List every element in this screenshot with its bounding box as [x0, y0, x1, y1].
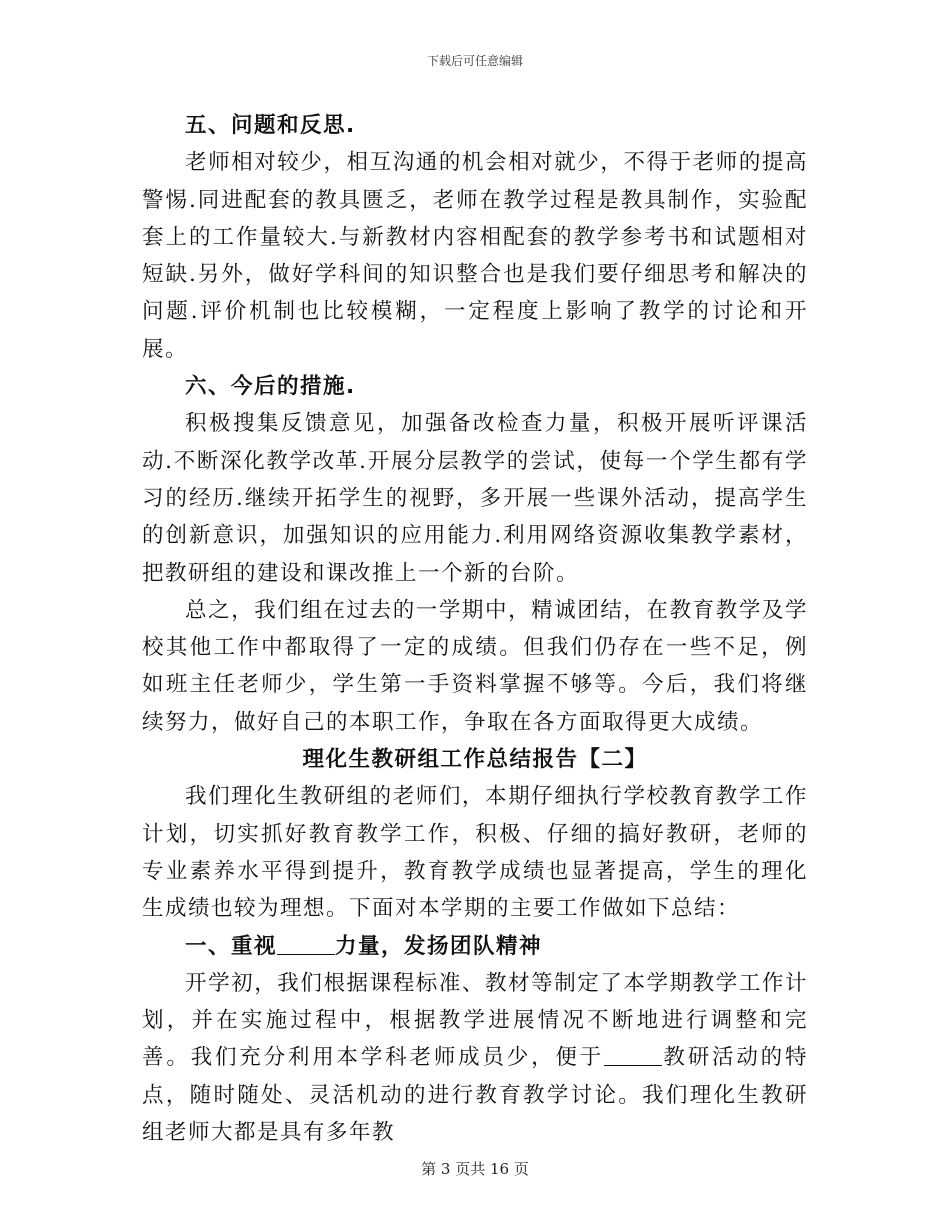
- section-1-paragraph: [142, 965, 808, 1151]
- section-5-heading: 五、问题和反思.: [185, 113, 356, 138]
- section-6-heading: 六、今后的措施.: [185, 374, 356, 400]
- section-5-paragraph: 老师相对较少，相互沟通的机会相对就少，不得于老师的提高警惕.同进配套的教具匮乏，老师在教学过程是教具制作，实验配套上的工作量较大.与新教材内容相配套的教学参考书和试题相对短缺.另外，做好学科间的知识整合也是我们要仔细思考和解决的问题.评价机制也比较模糊，一定程度上影响了教学的讨论和开展。: [142, 150, 808, 362]
- section-1-paragraph-prefix: 开学初，我们根据课程标准、教材等制定了本学期教学工作计划，并在实施过程中，根据教学进展情况不断地进行调整和完善。我们充分利用本学科老师成员少，便于: [142, 970, 808, 1071]
- section-1-heading-prefix: 一、重视: [185, 933, 278, 959]
- report-title: 理化生教研组工作总结报告【二】: [302, 747, 648, 773]
- section-1-heading: [142, 928, 808, 965]
- section-1-heading-suffix: 力量，发扬团队精神: [335, 933, 543, 959]
- blank-underline: [277, 932, 335, 955]
- intro-paragraph: 我们理化生教研组的老师们，本期仔细执行学校教育教学工作计划，切实抓好教育教学工作，积极、仔细的搞好教研，老师的专业素养水平得到提升，教育教学成绩也显著提高，学生的理化生成绩也较为理想。下面对本学期的主要工作做如下总结：: [142, 784, 808, 922]
- blank-underline: [604, 1044, 662, 1067]
- page-header: 下载后可任意编辑: [426, 54, 523, 68]
- summary-paragraph: 总之，我们组在过去的一学期中，精诚团结，在教育教学及学校其他工作中都取得了一定的成绩。但我们仍存在一些不足，例如班主任老师少，学生第一手资料掌握不够等。今后，我们将继续努力，做好自己的本职工作，争取在各方面取得更大成绩。: [142, 597, 808, 735]
- section-6-paragraph: 积极搜集反馈意见，加强备改检查力量，积极开展听评课活动.不断深化教学改革.开展分层教学的尝试，使每一个学生都有学习的经历.继续开拓学生的视野，多开展一些课外活动，提高学生的创新意识，加强知识的应用能力.利用网络资源收集教学素材，把教研组的建设和课改推上一个新的台阶。: [142, 411, 808, 586]
- document-body: [142, 107, 808, 1151]
- section-1-paragraph-suffix: 教研活动的特点，随时随处、灵活机动的进行教育教学讨论。我们理化生教研组老师大都是具有多年教: [142, 1045, 808, 1146]
- page-footer: 第 3 页共 16 页: [421, 1160, 529, 1178]
